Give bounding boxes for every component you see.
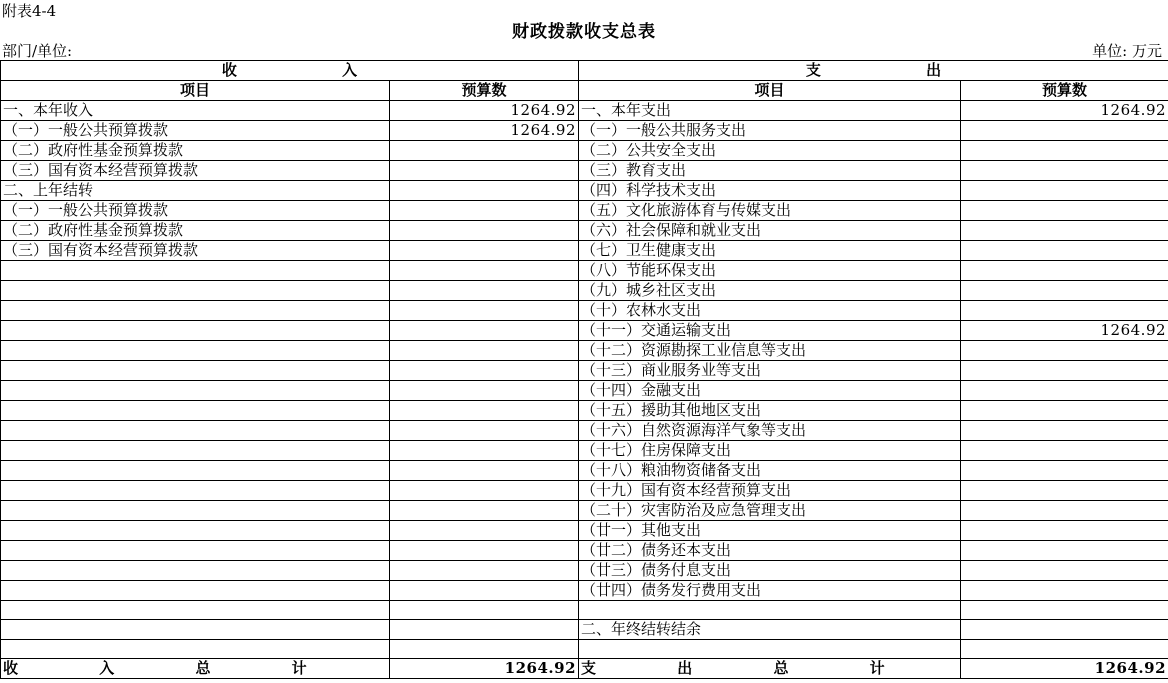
expense-value-cell [961, 581, 1168, 601]
expense-value-cell [961, 261, 1168, 281]
income-value-cell [390, 281, 579, 301]
table-row [1, 421, 1168, 441]
income-value-cell [390, 541, 579, 561]
income-item-cell [1, 421, 390, 441]
table-row [1, 281, 1168, 301]
expense-item-cell: （八）节能环保支出 [579, 261, 961, 281]
expense-value-cell: 1264.92 [961, 321, 1168, 341]
expense-item-cell: （十三）商业服务业等支出 [579, 361, 961, 381]
expense-item-cell: （十八）粮油物资储备支出 [579, 461, 961, 481]
table-row [1, 501, 1168, 521]
expense-value-cell [961, 401, 1168, 421]
expense-value-cell: 1264.92 [961, 101, 1168, 121]
expense-value-cell [961, 381, 1168, 401]
income-value-cell [390, 601, 579, 620]
budget-table [0, 60, 1168, 679]
table-row [1, 261, 1168, 281]
table-row [1, 461, 1168, 481]
income-item-cell [1, 461, 390, 481]
table-row [1, 141, 1168, 161]
expense-item-cell: （廿一）其他支出 [579, 521, 961, 541]
income-item-cell: （一）一般公共预算拨款 [1, 201, 390, 221]
expense-item-cell [579, 601, 961, 620]
income-value-cell [390, 321, 579, 341]
department-label: 部门/单位: [2, 42, 73, 60]
expense-item-cell: （廿二）债务还本支出 [579, 541, 961, 561]
income-value-cell [390, 241, 579, 261]
table-row [1, 301, 1168, 321]
expense-value-cell [961, 281, 1168, 301]
expense-item-cell: （十九）国有资本经营预算支出 [579, 481, 961, 501]
income-item-cell [1, 341, 390, 361]
income-item-cell: （二）政府性基金预算拨款 [1, 221, 390, 241]
table-row [1, 541, 1168, 561]
expense-value-cell [961, 541, 1168, 561]
income-item-header: 项目 [1, 81, 390, 101]
expense-item-cell: （七）卫生健康支出 [579, 241, 961, 261]
expense-value-cell [961, 441, 1168, 461]
expense-value-cell [961, 421, 1168, 441]
income-value-cell [390, 161, 579, 181]
expense-value-cell [961, 221, 1168, 241]
income-item-cell: （一）一般公共预算拨款 [1, 121, 390, 141]
expense-item-cell: （四）科学技术支出 [579, 181, 961, 201]
income-value-cell [390, 361, 579, 381]
income-value-cell [390, 521, 579, 541]
expense-item-cell [579, 640, 961, 659]
expense-value-cell [961, 521, 1168, 541]
income-item-cell [1, 281, 390, 301]
income-value-cell [390, 221, 579, 241]
income-item-cell: （二）政府性基金预算拨款 [1, 141, 390, 161]
income-item-cell [1, 261, 390, 281]
table-row [1, 481, 1168, 501]
income-value-cell [390, 301, 579, 321]
expense-item-cell: （廿四）债务发行费用支出 [579, 581, 961, 601]
total-row [1, 659, 1168, 679]
expense-item-cell: 二、年终结转结余 [579, 620, 961, 640]
expense-total-value: 1264.92 [961, 659, 1168, 679]
income-value-cell [390, 620, 579, 640]
income-value-cell [390, 381, 579, 401]
expense-item-cell: （六）社会保障和就业支出 [579, 221, 961, 241]
income-total-value: 1264.92 [390, 659, 579, 679]
income-value-cell [390, 561, 579, 581]
income-section-title: 收 入 [1, 61, 579, 81]
income-budget-header: 预算数 [390, 81, 579, 101]
income-item-cell [1, 501, 390, 521]
expense-value-cell [961, 461, 1168, 481]
expense-value-cell [961, 481, 1168, 501]
section-header-row [1, 61, 1168, 81]
income-item-cell [1, 620, 390, 640]
income-value-cell [390, 261, 579, 281]
expense-value-cell [961, 341, 1168, 361]
expense-section-title: 支 出 [579, 61, 1168, 81]
income-value-cell: 1264.92 [390, 121, 579, 141]
expense-value-cell [961, 640, 1168, 659]
expense-value-cell [961, 620, 1168, 640]
income-item-cell [1, 441, 390, 461]
table-row [1, 341, 1168, 361]
expense-item-cell: （十六）自然资源海洋气象等支出 [579, 421, 961, 441]
income-value-cell [390, 501, 579, 521]
expense-budget-header: 预算数 [961, 81, 1168, 101]
table-row [1, 361, 1168, 381]
expense-value-cell [961, 141, 1168, 161]
income-item-cell [1, 640, 390, 659]
income-item-cell [1, 561, 390, 581]
income-value-cell [390, 401, 579, 421]
table-row [1, 581, 1168, 601]
expense-value-cell [961, 121, 1168, 141]
table-row [1, 101, 1168, 121]
expense-value-cell [961, 301, 1168, 321]
expense-item-cell: （廿三）债务付息支出 [579, 561, 961, 581]
income-item-cell [1, 381, 390, 401]
appendix-label: 附表4-4 [2, 2, 57, 20]
expense-item-cell: （二十）灾害防治及应急管理支出 [579, 501, 961, 521]
income-total-label: 收 入 总 计 [1, 659, 390, 679]
expense-item-cell: （一）一般公共服务支出 [579, 121, 961, 141]
expense-item-cell: （十五）援助其他地区支出 [579, 401, 961, 421]
income-value-cell [390, 640, 579, 659]
income-item-cell [1, 401, 390, 421]
table-row [1, 401, 1168, 421]
income-value-cell [390, 341, 579, 361]
income-item-cell [1, 361, 390, 381]
page-title: 财政拨款收支总表 [512, 22, 656, 42]
expense-item-cell: （三）教育支出 [579, 161, 961, 181]
income-value-cell [390, 481, 579, 501]
income-value-cell [390, 441, 579, 461]
expense-item-cell: （五）文化旅游体育与传媒支出 [579, 201, 961, 221]
expense-item-cell: （十四）金融支出 [579, 381, 961, 401]
table-row [1, 161, 1168, 181]
expense-item-cell: （十一）交通运输支出 [579, 321, 961, 341]
income-item-cell [1, 581, 390, 601]
expense-item-cell: （十二）资源勘探工业信息等支出 [579, 341, 961, 361]
table-row [1, 521, 1168, 541]
income-item-cell [1, 301, 390, 321]
expense-item-cell: （九）城乡社区支出 [579, 281, 961, 301]
income-value-cell [390, 421, 579, 441]
unit-label: 单位: 万元 [1092, 42, 1162, 60]
income-value-cell [390, 181, 579, 201]
table-row [1, 221, 1168, 241]
table-row [1, 381, 1168, 401]
table-row [1, 441, 1168, 461]
income-item-cell: （三）国有资本经营预算拨款 [1, 161, 390, 181]
expense-value-cell [961, 361, 1168, 381]
expense-value-cell [961, 601, 1168, 620]
expense-value-cell [961, 561, 1168, 581]
table-row [1, 181, 1168, 201]
income-item-cell: （三）国有资本经营预算拨款 [1, 241, 390, 261]
table-row [1, 601, 1168, 620]
income-item-cell: 二、上年结转 [1, 181, 390, 201]
expense-value-cell [961, 501, 1168, 521]
expense-value-cell [961, 181, 1168, 201]
income-item-cell [1, 521, 390, 541]
expense-value-cell [961, 161, 1168, 181]
expense-item-cell: 一、本年支出 [579, 101, 961, 121]
table-row [1, 201, 1168, 221]
income-item-cell [1, 601, 390, 620]
table-row [1, 620, 1168, 640]
expense-item-cell: （二）公共安全支出 [579, 141, 961, 161]
income-value-cell [390, 141, 579, 161]
income-value-cell [390, 201, 579, 221]
expense-total-label: 支 出 总 计 [579, 659, 961, 679]
table-row [1, 561, 1168, 581]
expense-item-header: 项目 [579, 81, 961, 101]
expense-item-cell: （十七）住房保障支出 [579, 441, 961, 461]
income-value-cell: 1264.92 [390, 101, 579, 121]
income-value-cell [390, 461, 579, 481]
expense-value-cell [961, 241, 1168, 261]
column-header-row [1, 81, 1168, 101]
expense-item-cell: （十）农林水支出 [579, 301, 961, 321]
income-item-cell [1, 541, 390, 561]
table-row [1, 121, 1168, 141]
income-item-cell [1, 481, 390, 501]
income-item-cell [1, 321, 390, 341]
table-row [1, 640, 1168, 659]
expense-value-cell [961, 201, 1168, 221]
table-row [1, 321, 1168, 341]
income-value-cell [390, 581, 579, 601]
income-item-cell: 一、本年收入 [1, 101, 390, 121]
table-row [1, 241, 1168, 261]
